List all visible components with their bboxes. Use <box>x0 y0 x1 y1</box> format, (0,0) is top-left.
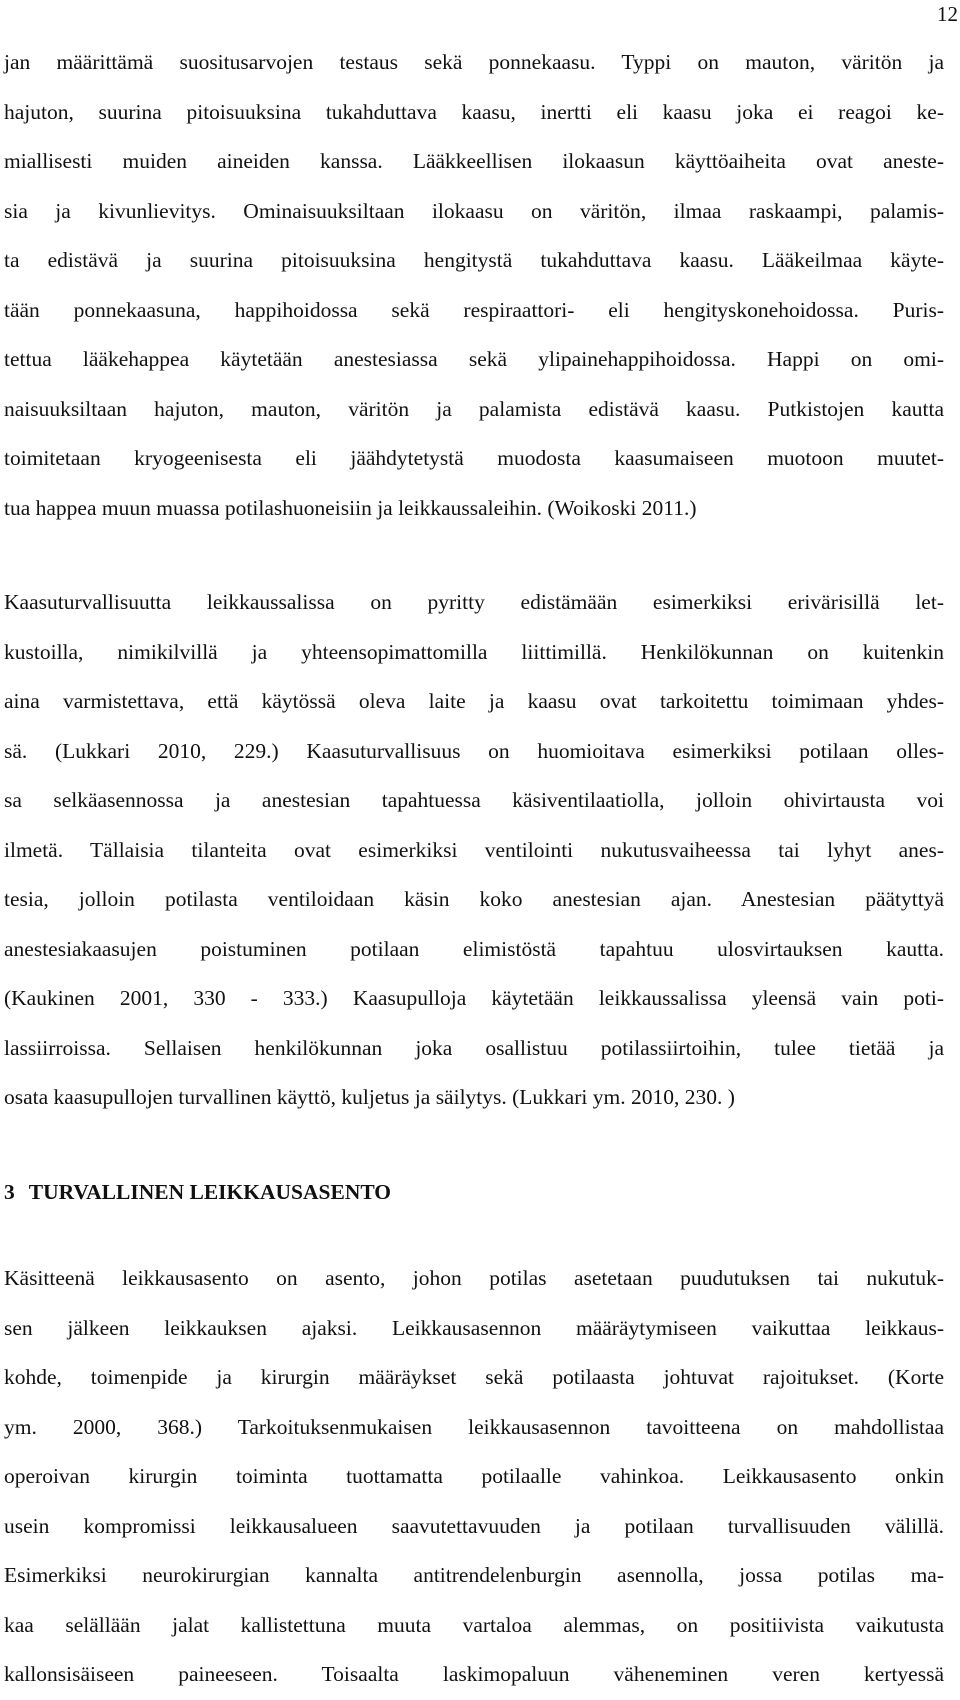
text-line: ym. 2000, 368.) Tarkoituksenmukaisen leikkausasennon tavoitteena on mahdollistaa <box>4 1414 944 1439</box>
text-line: usein kompromissi leikkausalueen saavutettavuuden ja potilaan turvallisuuden välillä. <box>4 1513 944 1538</box>
text-line: ta edistävä ja suurina pitoisuuksina hengitystä tukahduttava kaasu. Lääkeilmaa käyte- <box>4 248 944 272</box>
section-heading <box>4 1168 944 1218</box>
text-line: operoivan kirurgin toiminta tuottamatta potilaalle vahinkoa. Leikkausasento onkin <box>4 1464 944 1488</box>
text-line: sä. (Lukkari 2010, 229.) Kaasuturvallisuus on huomioitava esimerkiksi potilaan olles- <box>4 738 944 763</box>
text-line: tua happea muun muassa potilashuoneisiin ja leikkaussaleihin. (Woikoski 2011.) <box>4 495 697 520</box>
text-line: kohde, toimenpide ja kirurgin määräykset sekä potilaasta johtuvat rajoitukset. (Korte <box>4 1365 944 1389</box>
text-line: tään ponnekaasuna, happihoidossa sekä respiraattori- eli hengityskonehoidossa. Puris- <box>4 297 944 322</box>
text-line: toimitetaan kryogeenisesta eli jäähdytetystä muodosta kaasumaiseen muotoon muutet- <box>4 446 944 470</box>
text-line: miallisesti muiden aineiden kanssa. Lääkkeellisen ilokaasun käyttöaiheita ovat aneste- <box>4 149 944 173</box>
text-line: naisuuksiltaan hajuton, mauton, väritön ja palamista edistävä kaasu. Putkistojen kautta <box>4 396 944 421</box>
text-line: sen jälkeen leikkauksen ajaksi. Leikkausasennon määräytymiseen vaikuttaa leikkaus- <box>4 1315 944 1340</box>
document-body <box>4 38 944 1700</box>
text-line: sia ja kivunlievitys. Ominaisuuksiltaan ilokaasu on väritön, ilmaa raskaampi, palamis- <box>4 198 944 223</box>
text-line: anestesiakaasujen poistuminen potilaan elimistöstä tapahtuu ulosvirtauksen kautta. <box>4 936 944 961</box>
paragraph-gas-types <box>4 38 944 533</box>
text-line: lassiirroissa. Sellaisen henkilökunnan joka osallistuu potilassiirtoihin, tulee tietää ja <box>4 1035 944 1060</box>
text-line: ilmetä. Tällaisia tilanteita ovat esimerkiksi ventilointi nukutusvaiheessa tai lyhyt anes- <box>4 837 944 862</box>
text-line: osata kaasupullojen turvallinen käyttö, kuljetus ja säilytys. (Lukkari ym. 2010, 230. ) <box>4 1085 735 1109</box>
paragraph-gas-safety <box>4 578 944 1123</box>
section-number: 3 <box>4 1179 15 1204</box>
section-title: TURVALLINEN LEIKKAUSASENTO <box>28 1179 392 1204</box>
text-line: Esimerkiksi neurokirurgian kannalta antitrendelenburgin asennolla, jossa potilas ma- <box>4 1563 944 1587</box>
page-number: 12 <box>937 2 958 26</box>
text-line: sa selkäasennossa ja anestesian tapahtuessa käsiventilaatiolla, jolloin ohivirtausta voi <box>4 788 944 812</box>
text-line: tettua lääkehappea käytetään anestesiassa sekä ylipainehappihoidossa. Happi on omi- <box>4 347 944 371</box>
text-line: kaa selällään jalat kallistettuna muuta vartaloa alemmas, on positiivista vaikutusta <box>4 1612 944 1637</box>
paragraph-surgical-position <box>4 1254 944 1700</box>
text-line: aina varmistettava, että käytössä oleva laite ja kaasu ovat tarkoitettu toimimaan yhdes- <box>4 689 944 713</box>
text-line: Kaasuturvallisuutta leikkaussalissa on pyritty edistämään esimerkiksi erivärisillä let- <box>4 590 944 614</box>
text-line: (Kaukinen 2001, 330 - 333.) Kaasupulloja käytetään leikkaussalissa yleensä vain poti- <box>4 986 944 1010</box>
text-line: kustoilla, nimikilvillä ja yhteensopimattomilla liittimillä. Henkilökunnan on kuitenkin <box>4 639 944 664</box>
text-line: kallonsisäiseen paineeseen. Toisaalta laskimopaluun väheneminen veren kertyessä <box>4 1662 944 1686</box>
text-line: tesia, jolloin potilasta ventiloidaan käsin koko anestesian ajan. Anestesian päätyttyä <box>4 887 944 911</box>
text-line: Käsitteenä leikkausasento on asento, johon potilas asetetaan puudutuksen tai nukutuk- <box>4 1266 944 1290</box>
text-line: hajuton, suurina pitoisuuksina tukahduttava kaasu, inertti eli kaasu joka ei reagoi ke- <box>4 99 944 124</box>
text-line: jan määrittämä suositusarvojen testaus sekä ponnekaasu. Typpi on mauton, väritön ja <box>4 50 944 74</box>
